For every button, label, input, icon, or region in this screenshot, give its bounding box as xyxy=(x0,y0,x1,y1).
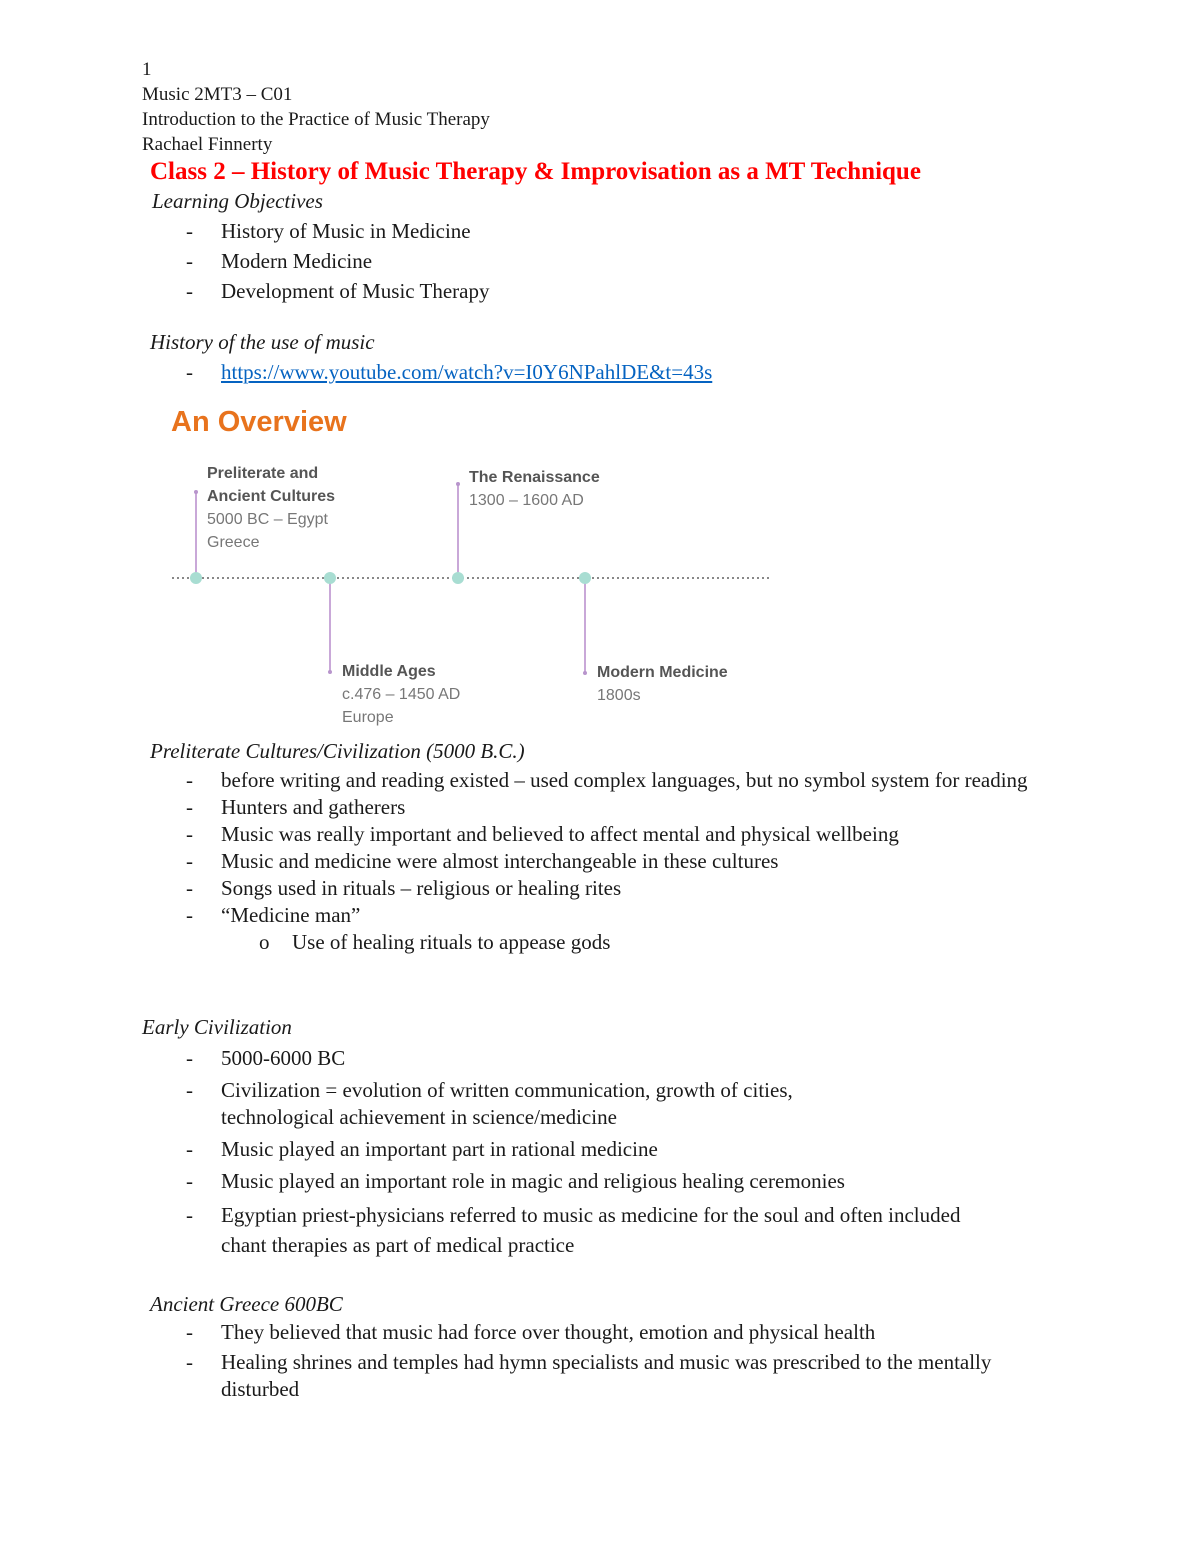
overview-title: An Overview xyxy=(171,406,347,438)
list-item: - History of Music in Medicine xyxy=(0,216,489,246)
event-detail: Europe xyxy=(342,709,394,726)
list-item-text: “Medicine man” xyxy=(221,903,361,927)
sub-list-item: o Use of healing rituals to appease gods xyxy=(221,929,1070,956)
timeline-node-renaissance xyxy=(452,572,464,584)
event-name: Modern Medicine xyxy=(597,664,728,681)
timeline-stem-cap-preliterate xyxy=(194,490,198,494)
event-name: Middle Ages xyxy=(342,663,436,680)
list-item: - Music played an important role in magic and religious healing ceremonies xyxy=(0,1168,1000,1195)
list-item: - Egyptian priest-physicians referred to music as medicine for the soul and often included chant therapies as part of medical practice xyxy=(0,1200,1000,1260)
list-item: - Healing shrines and temples had hymn specialists and music was prescribed to the mentally disturbed xyxy=(0,1349,1020,1403)
list-item: - Civilization = evolution of written communication, growth of cities, technological achievement in science/medicine xyxy=(0,1077,1000,1131)
course-code: Music 2MT3 – C01 xyxy=(142,84,293,105)
page-number: 1 xyxy=(142,59,152,80)
timeline-label-middle-ages xyxy=(342,660,460,729)
list-item: - Hunters and gatherers xyxy=(0,794,1070,821)
list-item xyxy=(0,902,1070,956)
event-detail: c.476 – 1450 AD xyxy=(342,686,461,703)
list-item: - 5000-6000 BC xyxy=(0,1045,1000,1072)
event-detail: 1800s xyxy=(597,687,641,704)
course-title: Introduction to the Practice of Music Therapy xyxy=(142,109,490,130)
learning-objectives-heading: Learning Objectives xyxy=(152,189,323,213)
timeline-label-modern xyxy=(597,661,728,707)
list-item: - Music and medicine were almost interchangeable in these cultures xyxy=(0,848,1070,875)
list-item: - Music played an important part in rational medicine xyxy=(0,1136,1000,1163)
youtube-link[interactable]: https://www.youtube.com/watch?v=I0Y6NPahlDE&t=43s xyxy=(221,360,713,384)
timeline-node-modern xyxy=(579,572,591,584)
class-title: Class 2 – History of Music Therapy & Improvisation as a MT Technique xyxy=(150,158,921,185)
timeline-graphic xyxy=(0,0,1200,740)
event-detail: Greece xyxy=(207,534,260,551)
history-use-heading: History of the use of music xyxy=(150,330,375,354)
early-civ-heading: Early Civilization xyxy=(142,1015,292,1039)
list-item: - before writing and reading existed – used complex languages, but no symbol system for reading xyxy=(0,767,1070,794)
event-name: The Renaissance xyxy=(469,469,600,486)
list-item: - Development of Music Therapy xyxy=(0,276,489,306)
event-name: Preliterate and xyxy=(207,465,319,482)
preliterate-heading: Preliterate Cultures/Civilization (5000 B.C.) xyxy=(150,739,525,763)
timeline-stem-cap-renaissance xyxy=(456,482,460,486)
preliterate-list xyxy=(0,767,1070,956)
preliterate-sublist xyxy=(221,929,1070,956)
timeline-label-renaissance xyxy=(469,466,600,512)
event-detail: 1300 – 1600 AD xyxy=(469,492,584,509)
timeline-node-middle-ages xyxy=(324,572,336,584)
timeline-stem-cap-modern xyxy=(583,671,587,675)
list-item: - Music was really important and believed to affect mental and physical wellbeing xyxy=(0,821,1070,848)
list-item: - Modern Medicine xyxy=(0,246,489,276)
greece-heading: Ancient Greece 600BC xyxy=(150,1292,343,1316)
early-civ-list xyxy=(0,1045,1000,1260)
timeline-stem-cap-middle-ages xyxy=(328,670,332,674)
list-item: - Songs used in rituals – religious or healing rites xyxy=(0,875,1070,902)
timeline-label-preliterate xyxy=(207,462,335,554)
event-detail: 5000 BC – Egypt xyxy=(207,511,328,528)
author: Rachael Finnerty xyxy=(142,134,273,155)
timeline-node-preliterate xyxy=(190,572,202,584)
list-item: - They believed that music had force over thought, emotion and physical health xyxy=(0,1319,1020,1346)
greece-list xyxy=(0,1319,1020,1403)
event-name: Ancient Cultures xyxy=(207,488,336,505)
